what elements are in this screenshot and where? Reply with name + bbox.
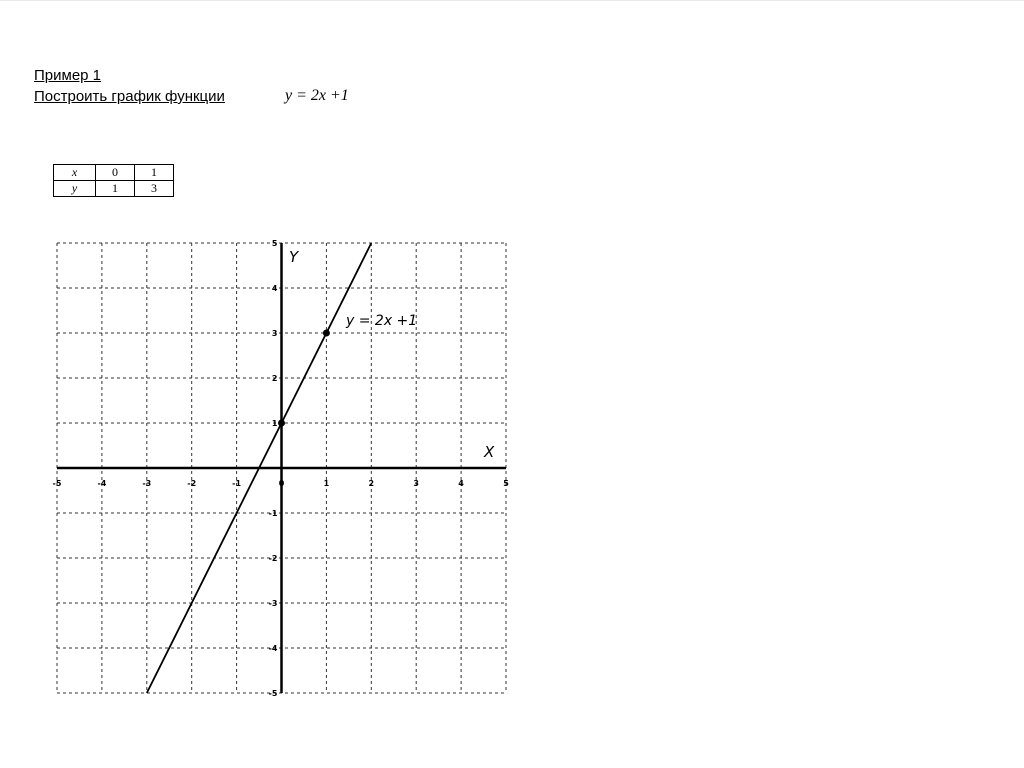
- example-title: Пример 1: [34, 67, 102, 84]
- data-point: [278, 420, 285, 427]
- x-tick-label: 2: [368, 479, 375, 488]
- y-tick-label: -4: [268, 644, 278, 653]
- table-cell: 1: [135, 165, 174, 181]
- table-row-label: x: [54, 165, 96, 181]
- y-tick-label: -3: [268, 599, 278, 608]
- x-tick-label: -1: [232, 479, 242, 488]
- x-tick-label: -4: [97, 479, 107, 488]
- data-point: [323, 330, 330, 337]
- y-axis-label: Y: [289, 248, 299, 266]
- task-text: Построить график функции: [34, 88, 225, 105]
- y-tick-label: 4: [271, 284, 278, 293]
- function-annotation: y = 2x +1: [346, 313, 418, 329]
- y-tick-label: -1: [268, 509, 278, 518]
- x-tick-label: 4: [458, 479, 464, 488]
- table-cell: 1: [96, 181, 135, 197]
- y-tick-label: 5: [271, 239, 278, 248]
- y-tick-label: -5: [268, 689, 278, 698]
- x-tick-label: -5: [52, 479, 62, 488]
- y-tick-label: 1: [271, 419, 278, 428]
- x-tick-label: 0: [278, 479, 285, 488]
- table-row-label: y: [54, 181, 96, 197]
- x-tick-label: 1: [323, 479, 330, 488]
- formula-title: y = 2x +1: [285, 87, 349, 104]
- x-tick-label: -3: [142, 479, 152, 488]
- function-graph: [0, 1, 1024, 768]
- y-tick-label: -2: [268, 554, 278, 563]
- table-cell: 3: [135, 181, 174, 197]
- x-axis-label: X: [484, 443, 495, 461]
- y-tick-label: 2: [271, 374, 278, 383]
- x-tick-label: 3: [413, 479, 419, 488]
- y-tick-label: 3: [271, 329, 278, 338]
- x-tick-label: -2: [187, 479, 197, 488]
- x-tick-label: 5: [503, 479, 509, 488]
- table-cell: 0: [96, 165, 135, 181]
